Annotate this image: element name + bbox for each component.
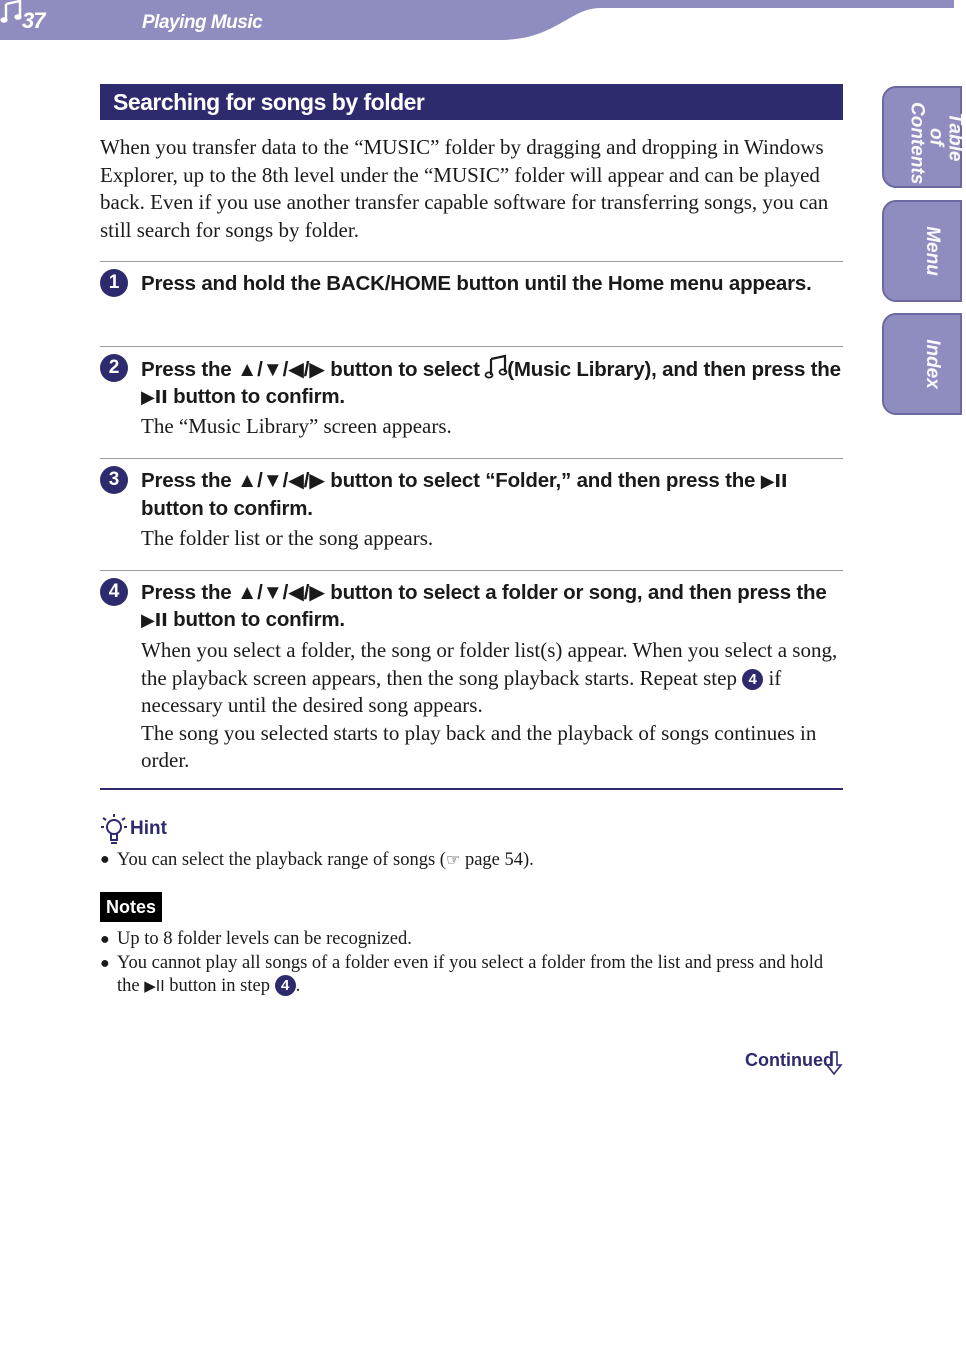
hint-text: You can select the playback range of songs ( bbox=[117, 850, 446, 870]
notes-label: Notes bbox=[100, 892, 162, 922]
music-library-icon bbox=[485, 355, 507, 379]
step-number: 1 bbox=[100, 269, 128, 297]
tab-table-of-contents[interactable] bbox=[882, 86, 966, 188]
note-text: . bbox=[295, 976, 301, 996]
arrow-down-icon bbox=[826, 1050, 842, 1076]
step-title-part: button to confirm. bbox=[141, 497, 313, 520]
step-title-part: button to confirm. bbox=[173, 385, 345, 408]
step-number: 2 bbox=[100, 354, 128, 382]
step-title-part: button to confirm. bbox=[173, 608, 345, 631]
divider bbox=[100, 788, 843, 790]
bullet-icon: ● bbox=[100, 851, 110, 868]
note-text: You cannot play all songs of a folder even if you select a folder from the list and press and hold the bbox=[117, 952, 824, 996]
step-body-part: The song you selected starts to play back and the playback of songs continues in order. bbox=[141, 720, 817, 772]
step-body bbox=[141, 637, 846, 775]
section-title: Playing Music bbox=[142, 12, 263, 33]
tab-label: Menu bbox=[921, 226, 943, 276]
step-number: 3 bbox=[100, 466, 128, 494]
step-body: The folder list or the song appears. bbox=[141, 526, 434, 550]
step-title-part: (Music Library), and then press the bbox=[507, 358, 841, 381]
list-item bbox=[100, 848, 840, 873]
music-note-icon bbox=[0, 0, 22, 24]
step-4 bbox=[100, 571, 843, 787]
list-item bbox=[100, 928, 840, 952]
step-title-part: Press the ▲/▼/◀/▶ button to select “Folder,” and then press the bbox=[141, 469, 756, 492]
play-pause-icon: ▶II bbox=[760, 471, 788, 492]
note-text: button in step bbox=[169, 976, 270, 996]
tab-label: Table of Contents bbox=[906, 102, 966, 185]
section-heading: Searching for songs by folder bbox=[100, 84, 843, 120]
step-reference: 4 bbox=[742, 669, 763, 690]
tab-label: Index bbox=[921, 339, 943, 389]
intro-paragraph: When you transfer data to the “MUSIC” folder by dragging and dropping in Windows Explorer, up to the 8th level under the “MUSIC” folder will appear and can be played back. Even if you use another transfer capable software for transferring songs, you can still search for songs by folder. bbox=[100, 135, 829, 242]
step-title: Press and hold the BACK/HOME button until the Home menu appears. bbox=[141, 272, 812, 295]
step-body-part: if necessary until the desired song appears. bbox=[141, 665, 782, 717]
hint-list bbox=[100, 848, 840, 873]
lightbulb-icon bbox=[100, 812, 128, 846]
step-title bbox=[141, 467, 846, 522]
notes-list bbox=[100, 928, 840, 999]
bullet-icon: ● bbox=[100, 954, 110, 972]
step-title bbox=[141, 579, 846, 634]
hint-label: Hint bbox=[130, 818, 167, 839]
step-1 bbox=[100, 262, 843, 346]
step-number: 4 bbox=[100, 578, 128, 606]
hint-text: page 54). bbox=[460, 850, 534, 870]
step-2 bbox=[100, 347, 843, 457]
page-ref-icon: ☞ bbox=[445, 850, 461, 869]
step-title-part: Press the ▲/▼/◀/▶ button to select bbox=[141, 358, 480, 381]
play-pause-icon: ▶II bbox=[141, 387, 168, 408]
play-pause-icon: ▶II bbox=[141, 610, 168, 631]
list-item bbox=[100, 952, 840, 999]
continued-label[interactable]: Continued bbox=[745, 1050, 834, 1070]
step-3 bbox=[100, 459, 843, 569]
page-header bbox=[0, 0, 954, 40]
tab-menu[interactable] bbox=[882, 200, 962, 302]
bullet-icon: ● bbox=[100, 931, 110, 948]
step-title bbox=[141, 355, 846, 411]
step-body: The “Music Library” screen appears. bbox=[141, 414, 452, 438]
page-number: 37 bbox=[22, 8, 45, 33]
play-pause-icon: ▶II bbox=[144, 977, 165, 995]
step-reference: 4 bbox=[275, 975, 296, 996]
tab-index[interactable] bbox=[882, 313, 962, 415]
step-body-part: When you select a folder, the song or folder list(s) appear. When you select a song, the playback screen appears, then the song playback starts. Repeat step bbox=[141, 638, 838, 690]
step-title-part: Press the ▲/▼/◀/▶ button to select a folder or song, and then press the bbox=[141, 581, 827, 604]
note-text: Up to 8 folder levels can be recognized. bbox=[117, 929, 412, 949]
